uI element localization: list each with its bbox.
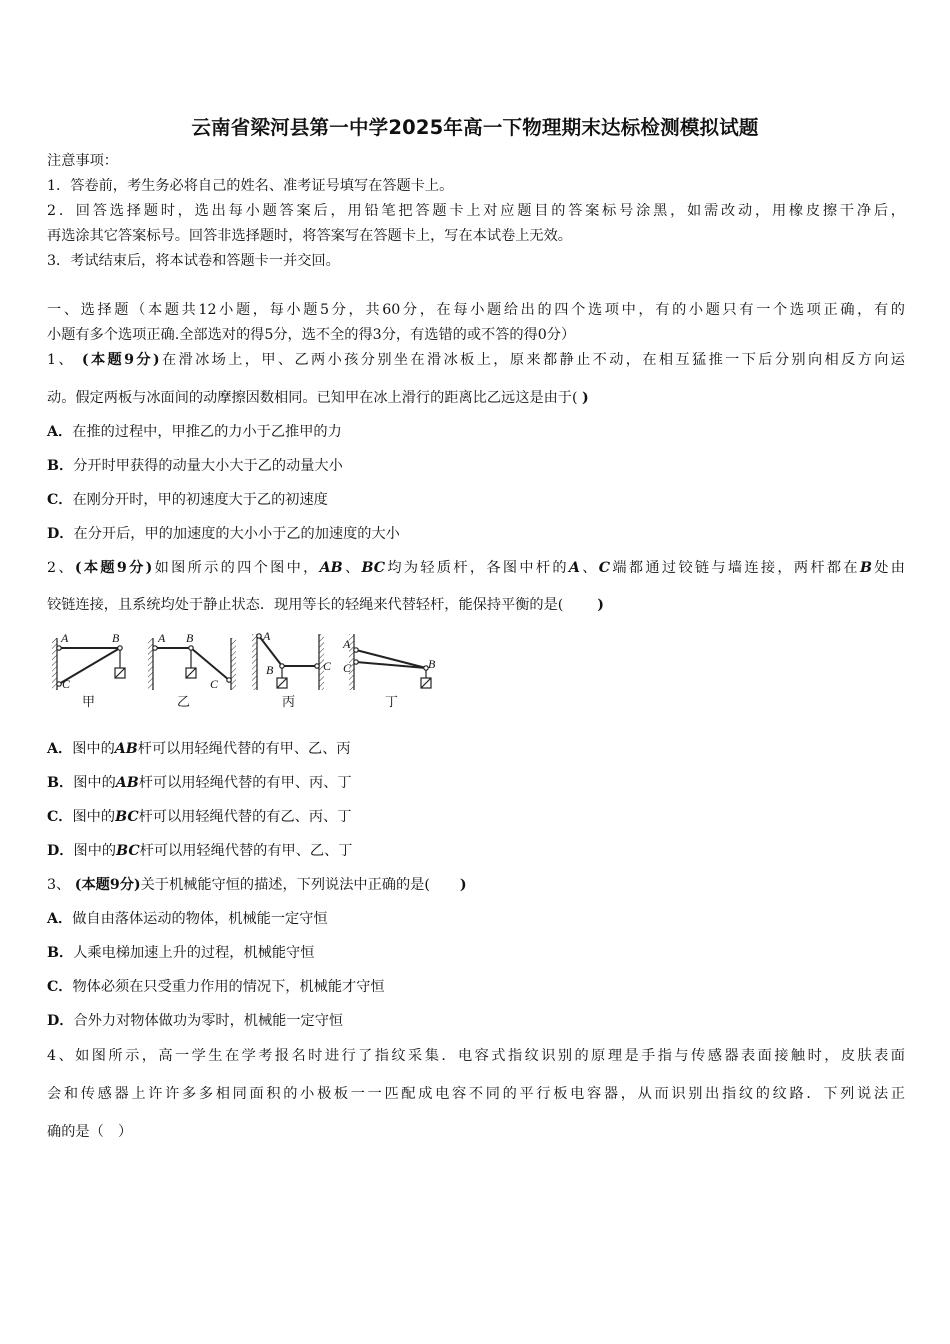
question-3-stem [47,875,467,895]
notice-item: 3．考试结束后，将本试卷和答题卡一并交回。 [47,253,340,269]
notice-heading: 注意事项： [47,153,118,169]
option-key: B． [47,775,74,791]
question-number: 2、 [47,560,75,576]
rod-label: BC [116,843,140,859]
option-text: 图中的 [73,843,117,859]
answer-paren: ) [459,877,467,893]
option-text: 图中的 [73,775,116,791]
question-text: 处由 [871,560,905,576]
page-title: 云南省梁河县第一中学2025年高一下物理期末达标检测模拟试题 [191,116,759,139]
question-text: 、 [342,560,362,576]
option-key: C． [47,979,73,995]
question-4-stem: 4、如图所示，高一学生在学考报名时进行了指纹采集．电容式指纹识别的原理是手指与传感器表面接触时，皮肤表面 [47,1048,905,1064]
answer-paren: ) [597,597,605,613]
option-c[interactable] [47,977,385,997]
label-a: A [61,631,69,645]
option-a[interactable] [47,739,351,759]
label-a: A [158,631,166,645]
notice-item: 再选涂其它答案标号。回答非选择题时，将答案写在答题卡上，写在本试卷上无效。 [47,228,572,244]
question-score: (本题9分) [74,560,153,576]
caption-ding: 丁 [385,695,399,710]
label-a: A [263,629,271,643]
question-text: 铰链连接，且系统均处于静止状态．现用等长的轻绳来代替轻杆，能保持平衡的是( [47,597,564,613]
question-text: 如图所示的四个图中， [152,560,320,576]
label-c: C [62,677,71,691]
option-d[interactable] [47,1011,343,1031]
option-text: 图中的 [72,741,115,757]
label-a: A [343,637,351,651]
point-label: B [859,560,872,576]
diagram-ding [349,634,431,690]
option-text: 杆可以用轻绳代替的有甲、乙、丁 [139,843,353,859]
notice-item: 2．回答选择题时，选出每小题答案后，用铅笔把答题卡上对应题目的答案标号涂黑，如需改动，用橡皮擦干净后， [47,203,905,219]
question-score: (本题9分) [81,352,160,368]
question-2-stem [47,558,905,578]
option-c[interactable] [47,807,351,827]
option-text: 杆可以用轻绳代替的有甲、丙、丁 [138,775,352,791]
option-b[interactable] [47,943,314,963]
question-number: 3、 [47,877,71,893]
option-key: A． [47,911,73,927]
question-text: 端都通过铰链与墙连接，两杆都在 [610,560,860,576]
option-d[interactable] [47,524,400,544]
question-2-stem-cont [47,595,604,615]
rod-label: BC [115,809,139,825]
point-label: A [568,560,580,576]
option-text: 在分开后，甲的加速度的大小小于乙的加速度的大小 [73,526,400,542]
question-text: 、 [579,560,599,576]
rod-label: AB [115,775,139,791]
option-text: 杆可以用轻绳代替的有乙、丙、丁 [138,809,352,825]
label-b: B [112,631,120,645]
label-b: B [428,657,436,671]
question-1-stem [47,350,905,370]
option-text: 做自由落体运动的物体，机械能一定守恒 [72,911,328,927]
section-heading: 一、选择题（本题共12小题，每小题5分，共60分，在每小题给出的四个选项中，有的小题只有一个选项正确，有的 [47,302,905,318]
question-text: 动。假定两板与冰面间的动摩擦因数相同。已知甲在冰上滑行的距离比乙远这是由于( [47,390,578,406]
label-c: C [323,659,332,673]
answer-paren: ) [582,390,589,406]
option-c[interactable] [47,490,328,510]
option-key: C． [47,492,73,508]
rod-label: AB [319,560,343,576]
question-text: 均为轻质杆，各图中杆的 [385,560,569,576]
option-key: A． [47,741,73,757]
option-key: A． [47,424,73,440]
question-text: 在滑冰场上，甲、乙两小孩分别坐在滑冰板上，原来都静止不动，在相互猛推一下后分别向相反方向运 [159,352,905,368]
option-b[interactable] [47,456,343,476]
diagram-yi [148,638,236,690]
option-text: 杆可以用轻绳代替的有甲、乙、丙 [137,741,351,757]
question-4-stem-end: 确的是（ ） [47,1124,133,1140]
option-key: D． [47,1013,74,1029]
rod-label: AB [114,741,138,757]
option-key: C． [47,809,73,825]
question-text: 关于机械能守恒的描述，下列说法中正确的是( [140,877,430,893]
option-text: 在推的过程中，甲推乙的力小于乙推甲的力 [72,424,342,440]
rod-label: BC [361,560,386,576]
option-key: D． [47,843,74,859]
option-b[interactable] [47,773,352,793]
option-text: 合外力对物体做功为零时，机械能一定守恒 [73,1013,344,1029]
question-1-stem-cont [47,388,589,408]
option-a[interactable] [47,909,328,929]
section-heading-cont: 小题有多个选项正确.全部选对的得5分，选不全的得3分，有选错的或不答的得0分） [47,327,576,343]
option-a[interactable] [47,422,342,442]
question-4-stem-cont: 会和传感器上许许多多相同面积的小极板一一匹配成电容不同的平行板电容器，从而识别出指纹的纹路．下列说法正 [47,1086,905,1102]
option-key: B． [47,458,74,474]
question-score: (本题9分) [74,877,141,893]
notice-item: 1．答卷前，考生务必将自己的姓名、准考证号填写在答题卡上。 [47,178,454,194]
label-c: C [343,661,352,675]
option-d[interactable] [47,841,352,861]
caption-yi: 乙 [177,695,191,710]
label-b: B [186,631,194,645]
point-label: C [598,560,611,576]
option-text: 物体必须在只受重力作用的情况下，机械能才守恒 [72,979,385,995]
option-text: 图中的 [72,809,116,825]
caption-jia: 甲 [82,695,96,710]
option-text: 人乘电梯加速上升的过程，机械能守恒 [73,945,315,961]
option-key: D． [47,526,74,542]
option-text: 在刚分开时，甲的初速度大于乙的初速度 [72,492,328,508]
rod-diagrams-figure [44,628,444,716]
option-key: B． [47,945,74,961]
question-number: 1、 [47,352,75,368]
label-b: B [266,663,274,677]
option-text: 分开时甲获得的动量大小大于乙的动量大小 [73,458,343,474]
label-c: C [210,677,219,691]
caption-bing: 丙 [282,695,296,710]
